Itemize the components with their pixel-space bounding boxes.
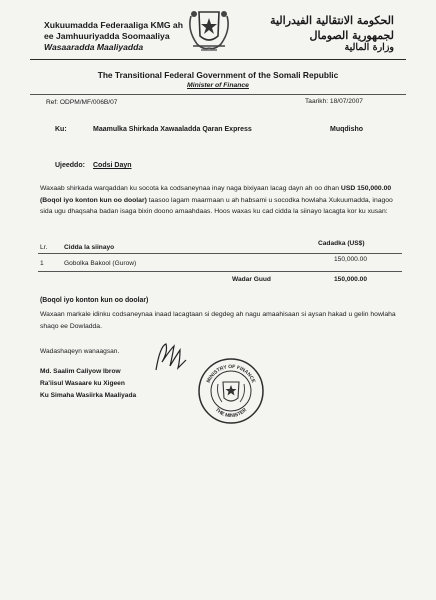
table-row-amount: 150,000.00 (334, 256, 368, 263)
header-somali-line-3: Wasaaradda Maaliyadda (44, 42, 144, 52)
body-text-c: taasoo lagam maarmaan u ah habsami u socodka howlaha Xukuumadda, inagoo sida ugu dhaqsaha badan isaga bixin doono amaahdaas. Hoos waxas ku cad cidda la siinayo lacagta kor ku xusan: (40, 196, 393, 215)
ministry-subtitle: Minister of Finance (187, 82, 249, 89)
subject-label: Ujeeddo: (55, 162, 85, 169)
signatory-name: Md. Saalim Caliyow Ibrow (40, 368, 121, 375)
recipient-name: Maamulka Shirkada Xawaaladda Qaran Express (93, 126, 252, 133)
stamp-top-text: MINISTRY OF FINANCE (205, 363, 257, 384)
title-divider (30, 94, 406, 95)
table-header-amount: Cadadka (US$) (318, 240, 365, 247)
coat-of-arms-emblem (185, 6, 233, 56)
letter-date: Taarikh: 18/07/2007 (305, 98, 363, 105)
table-total-label: Wadar Guud (232, 276, 271, 283)
table-header-name: Cidda la siinayo (64, 244, 115, 251)
table-row-no: 1 (40, 260, 44, 267)
header-arabic-line-2: لجمهورية الصومال (309, 29, 394, 42)
header-divider (30, 59, 406, 60)
header-arabic-line-1: الحكومة الانتقالية الفيدرالية (270, 14, 394, 27)
handwritten-signature (150, 340, 190, 376)
body-text-a: Waxaab shirkada warqaddan ku socota ka codsaneynaa inay naga bixiyaan lacag dayn ah oo dhan (40, 185, 341, 192)
government-title: The Transitional Federal Government of the Somali Republic (97, 70, 339, 80)
subject-text: Codsi Dayn (93, 162, 132, 169)
regards-text: Wadashaqeyn wanaagsan. (40, 348, 120, 355)
svg-text:THE MINISTER (214, 407, 249, 419)
reference-number: Ref: ODPM/MF/006B/07 (46, 99, 118, 106)
amount-in-words: (Boqol iyo konton kun oo doolar) (40, 297, 149, 304)
stamp-bottom-text: THE MINISTER (213, 407, 249, 420)
table-header-divider (38, 253, 402, 254)
body-amount-text: USD 150,000.00 (Boqol iyo konton kun oo doolar) (40, 185, 392, 204)
body-paragraph (40, 183, 400, 218)
header-somali-line-1: Xukuumadda Federaaliga KMG ah (44, 20, 183, 30)
signatory-title-1: Ra'iisul Wasaare ku Xigeen (40, 380, 125, 387)
table-header-no: Lr. (40, 244, 48, 251)
closing-paragraph: Waxaan markale idinku codsaneynaa inaad lacagtaan si degdeg ah nagu amaahisaan si aysan hakad u gelin howlaha shaqo ee Dowladda. (40, 311, 396, 330)
table-total-value: 150,000.00 (334, 276, 368, 283)
recipient-city: Muqdisho (330, 126, 364, 133)
recipient-label: Ku: (55, 126, 67, 133)
header-arabic-line-3: وزارة المالية (344, 42, 394, 53)
header-somali-line-2: ee Jamhuuriyadda Soomaaliya (44, 31, 170, 41)
table-row-name: Gobolka Bakool (Gurow) (64, 260, 137, 267)
signatory-title-2: Ku Simaha Wasiirka Maaliyada (40, 392, 137, 399)
table-row-divider (38, 271, 402, 272)
official-stamp (196, 356, 266, 426)
